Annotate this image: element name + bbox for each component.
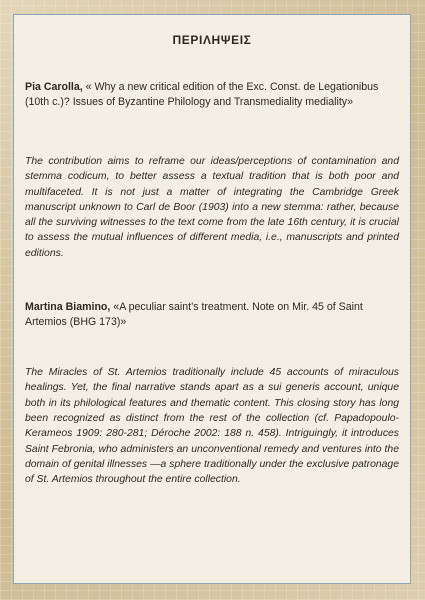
spacer	[25, 261, 399, 300]
page-title: ΠΕΡΙΛΗΨΕΙΣ	[172, 33, 252, 47]
spacer	[25, 110, 399, 154]
author-name: Pia Carolla,	[25, 81, 83, 93]
entry-heading-1	[25, 80, 399, 110]
abstract-text-1: The contribution aims to reframe our ideas/perceptions of contamination and stemma codicum, to better assess a textual tradition that is both poor and multifaceted. It is not just a matter of integrating the Cambridge Greek manuscript unknown to Carl de Boor (1903) into a new stemma: rather, because all the surviving witnesses to the text come from the late 16th century, it is crucial to assess the mutual influences of different media, i.e., manuscripts and printed editions.	[25, 156, 399, 259]
paper-title: « Why a new critical edition of the Exc. Const. de Legationibus (10th c.)? Issues of Byzantine Philology and Transmediality mediality»	[25, 81, 379, 108]
entry-heading-2	[25, 300, 399, 330]
author-name: Martina Biamino,	[25, 301, 111, 314]
spacer	[25, 330, 399, 365]
abstracts-panel	[13, 14, 411, 584]
abstract-text-2: The Miracles of St. Artemios traditionally include 45 accounts of miraculous healings. Yet, the final narrative stands apart as a sui generis account, unique both in its philological features and thematic content. This closing story has long been recognized as distinct from the rest of the collection (cf. Papadopoulo-Kerameos 1909: 280-281; Déroche 2002: 188 n. 458). Intriguingly, it introduces Saint Febronia, who administers an unconventional remedy and ventures into the domain of genital illnesses —a sphere traditionally under the exclusive patronage of St. Artemios throughout the entire collection.	[25, 367, 399, 486]
paper-title: «A peculiar saint’s treatment. Note on Mir. 45 of Saint Artemios (BHG 173)»	[25, 301, 363, 329]
